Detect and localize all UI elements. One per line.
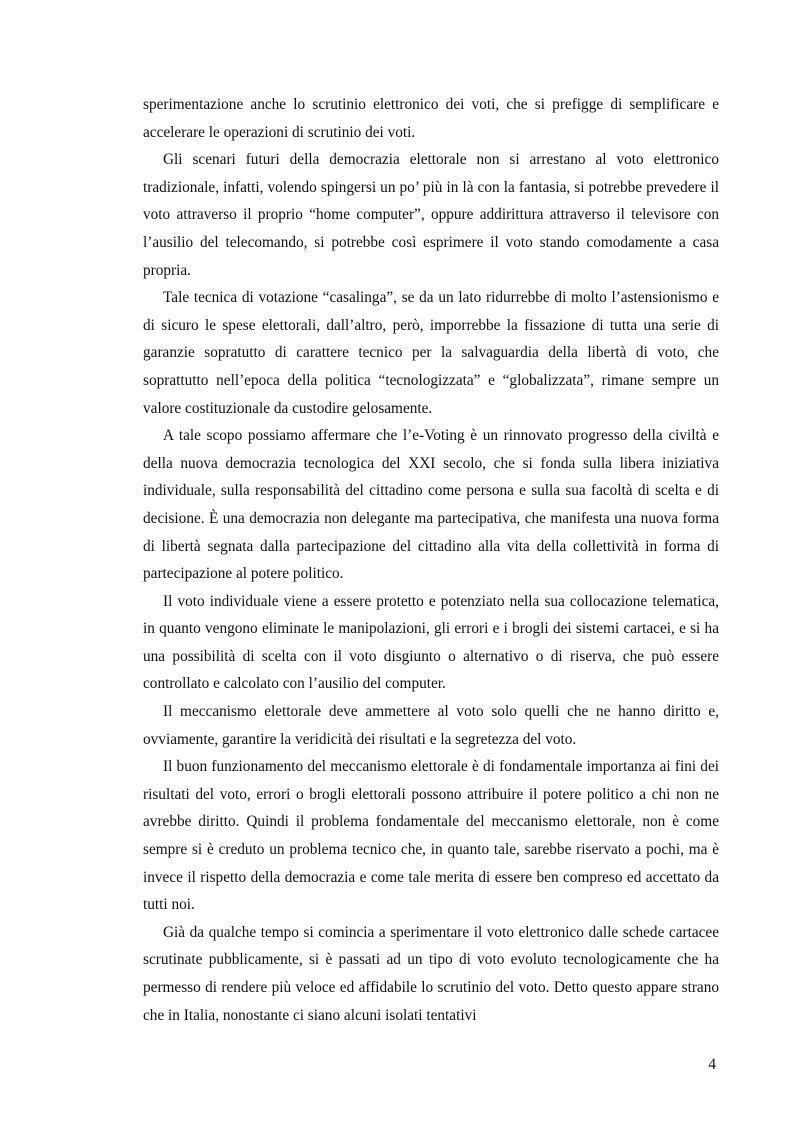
paragraph-4: A tale scopo possiamo affermare che l’e-Voting è un rinnovato progresso della civiltà e della nuova democrazia tecnologica del XXI secolo, che si fonda sulla libera iniziativa individuale, sulla responsabilità del cittadino come persona e sulla sua facoltà di scelta e di decisione. È una democrazia non delegante ma partecipativa, che manifesta una nuova forma di libertà segnata dalla partecipazione del cittadino alla vita della collettività in forma di partecipazione al potere politico. (143, 427, 719, 583)
paragraph-5: Il voto individuale viene a essere protetto e potenziato nella sua collocazione telematica, in quanto vengono eliminate le manipolazioni, gli errori e i brogli dei sistemi cartacei, e si ha una possibilità di scelta con il voto disgiunto o alternativo o di riserva, che può essere controllato e calcolato con l’ausilio del computer. (143, 592, 719, 693)
paragraph-7: Il buon funzionamento del meccanismo elettorale è di fondamentale importanza ai fini dei risultati del voto, errori o brogli elettorali possono attribuire il potere politico a chi non ne avrebbe diritto. Quindi il problema fondamentale del meccanismo elettorale, non è come sempre si è creduto un problema tecnico che, in quanto tale, sarebbe riservato a pochi, ma è invece il rispetto della democrazia e come tale merita di essere ben compreso ed accettato da tutti noi. (143, 758, 719, 914)
body-text (143, 91, 719, 1029)
paragraph-6: Il meccanismo elettorale deve ammettere al voto solo quelli che ne hanno diritto e, ovviamente, garantire la veridicità dei risultati e la segretezza del voto. (143, 703, 719, 748)
paragraph-1: sperimentazione anche lo scrutinio elettronico dei voti, che si prefigge di semplificare e accelerare le operazioni di scrutinio dei voti. (143, 96, 719, 141)
paragraph-8: Già da qualche tempo si comincia a sperimentare il voto elettronico dalle schede cartacee scrutinate pubblicamente, si è passati ad un tipo di voto evoluto tecnologicamente che ha permesso di rendere più veloce ed affidabile lo scrutinio del voto. Detto questo appare strano che in Italia, nonostante ci siano alcuni isolati tentativi (143, 923, 719, 1024)
paragraph-3: Tale tecnica di votazione “casalinga”, se da un lato ridurrebbe di molto l’astensionismo e di sicuro le spese elettorali, dall’altro, però, imporrebbe la fissazione di tutta una serie di garanzie sopratutto di carattere tecnico per la salvaguardia della libertà di voto, che soprattutto nell’epoca della politica “tecnologizzata” e “globalizzata”, rimane sempre un valore costituzionale da custodire gelosamente. (143, 289, 719, 417)
paragraph-2: Gli scenari futuri della democrazia elettorale non si arrestano al voto elettronico tradizionale, infatti, volendo spingersi un po’ più in là con la fantasia, si potrebbe prevedere il voto attraverso il proprio “home computer”, oppure addirittura attraverso il televisore con l’ausilio del telecomando, si potrebbe così esprimere il voto stando comodamente a casa propria. (143, 151, 719, 279)
page-number: 4 (708, 1056, 716, 1073)
